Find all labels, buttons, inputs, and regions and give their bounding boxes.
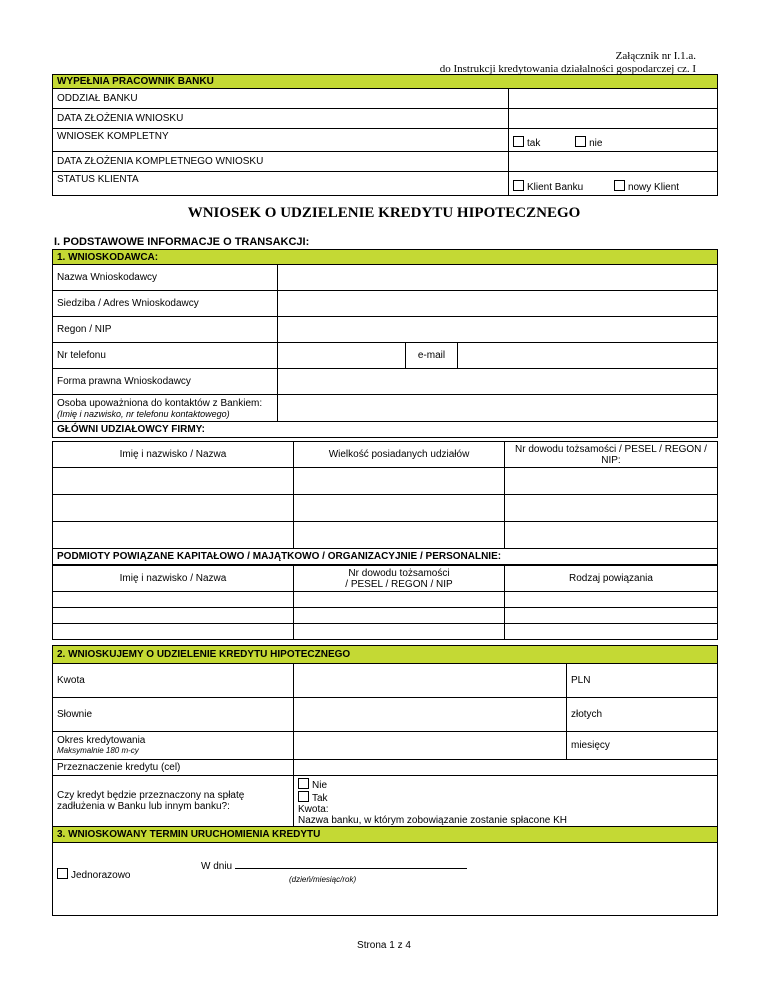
refinance-yes[interactable]: Tak (298, 791, 713, 804)
rel-col-name: Imię i nazwisko / Nazwa (53, 566, 294, 592)
currency-label: PLN (567, 664, 718, 698)
phone-label: Nr telefonu (53, 343, 278, 369)
date-line[interactable] (235, 868, 467, 869)
applicant-table (52, 249, 718, 438)
checkbox-icon (57, 868, 68, 879)
sh-cell[interactable] (53, 495, 294, 522)
submission-date-field[interactable] (509, 109, 718, 129)
amount-label: Kwota (53, 664, 294, 698)
refinance-question: Czy kredyt będzie przeznaczony na spłatę zadłużenia w Banku lub innym banku?: (53, 776, 294, 827)
rel-cell[interactable] (505, 592, 718, 608)
legal-form-label: Forma prawna Wnioskodawcy (53, 369, 278, 395)
sh-col-shares: Wielkość posiadanych udziałów (294, 442, 505, 468)
term-note: Maksymalnie 180 m-cy (57, 745, 139, 755)
complete-date-field[interactable] (509, 152, 718, 172)
applicant-address-field[interactable] (278, 291, 718, 317)
rel-col-id: Nr dowodu tożsamości / PESEL / REGON / NIP (294, 566, 505, 592)
rel-cell[interactable] (505, 608, 718, 624)
rel-cell[interactable] (294, 624, 505, 640)
annex-line-1: Załącznik nr I.1.a. (615, 50, 696, 62)
term-field[interactable] (294, 732, 567, 760)
sh-cell[interactable] (505, 495, 718, 522)
sh-cell[interactable] (53, 468, 294, 495)
complete-options (509, 129, 718, 152)
applicant-name-field[interactable] (278, 265, 718, 291)
refinance-amount: Kwota: (298, 804, 329, 815)
date-hint: (dzień/miesiąc/rok) (289, 875, 357, 884)
client-status-label: STATUS KLIENTA (53, 172, 509, 196)
bank-box (52, 74, 718, 196)
rel-cell[interactable] (294, 592, 505, 608)
amount-field[interactable] (294, 664, 567, 698)
sh-cell[interactable] (294, 522, 505, 549)
refinance-no[interactable]: Nie (298, 778, 713, 791)
checkbox-icon (614, 180, 625, 191)
term-label: Okres kredytowania Maksymalnie 180 m-cy (53, 732, 294, 760)
applicant-address-label: Siedziba / Adres Wnioskodawcy (53, 291, 278, 317)
page-number: Strona 1 z 4 (357, 940, 411, 951)
contact-person-label: Osoba upoważniona do kontaktów z Bankiem: (Imię i nazwisko, nr telefonu kontaktowego) (53, 395, 278, 422)
words-unit: złotych (567, 698, 718, 732)
page-title: WNIOSEK O UDZIELENIE KREDYTU HIPOTECZNEGO (187, 205, 581, 221)
branch-label: ODDZIAŁ BANKU (53, 89, 509, 109)
term-unit: miesięcy (567, 732, 718, 760)
bank-box-title: WYPEŁNIA PRACOWNIK BANKU (53, 75, 718, 89)
one-time-option[interactable]: Jednorazowo (57, 868, 130, 881)
contact-person-note: (Imię i nazwisko, nr telefonu kontaktowego) (57, 408, 230, 419)
rel-cell[interactable] (505, 624, 718, 640)
regon-field[interactable] (278, 317, 718, 343)
related-title: PODMIOTY POWIĄZANE KAPITAŁOWO / MAJĄTKOWO / ORGANIZACYJNIE / PERSONALNIE: (53, 549, 718, 565)
on-day-label: W dniu (201, 861, 467, 872)
section-2-header: 2. WNIOSKUJEMY O UDZIELENIE KREDYTU HIPOTECZNEGO (53, 646, 718, 664)
applicant-header: 1. WNIOSKODAWCA: (53, 250, 718, 265)
loan-table (52, 645, 718, 916)
contact-person-field[interactable] (278, 395, 718, 422)
section-1-title: I. PODSTAWOWE INFORMACJE O TRANSAKCJI: (54, 236, 310, 248)
applicant-name-label: Nazwa Wnioskodawcy (53, 265, 278, 291)
sh-cell[interactable] (505, 468, 718, 495)
sh-cell[interactable] (294, 468, 505, 495)
checkbox-icon (513, 180, 524, 191)
annex-line-2: do Instrukcji kredytowania działalności gospodarczej cz. I (439, 63, 696, 75)
client-bank-option[interactable]: Klient Banku (513, 182, 583, 193)
refinance-options (294, 776, 718, 827)
phone-field[interactable] (278, 343, 406, 369)
checkbox-icon (298, 778, 309, 789)
rel-cell[interactable] (53, 624, 294, 640)
email-field[interactable] (458, 343, 718, 369)
rel-col-type: Rodzaj powiązania (505, 566, 718, 592)
shareholders-title: GŁÓWNI UDZIAŁOWCY FIRMY: (53, 422, 718, 438)
email-label: e-mail (406, 343, 458, 369)
annex-note (440, 50, 696, 76)
sh-col-name: Imię i nazwisko / Nazwa (53, 442, 294, 468)
sh-cell[interactable] (53, 522, 294, 549)
rel-cell[interactable] (53, 592, 294, 608)
rel-cell[interactable] (294, 608, 505, 624)
words-label: Słownie (53, 698, 294, 732)
words-field[interactable] (294, 698, 567, 732)
legal-form-field[interactable] (278, 369, 718, 395)
checkbox-icon (298, 791, 309, 802)
complete-date-label: DATA ZŁOŻENIA KOMPLETNEGO WNIOSKU (53, 152, 509, 172)
client-status-options (509, 172, 718, 196)
launch-date-box (53, 843, 718, 916)
complete-yes[interactable]: tak (513, 138, 540, 149)
purpose-field[interactable] (294, 760, 718, 776)
client-new-option[interactable]: nowy Klient (614, 182, 679, 193)
complete-no[interactable]: nie (575, 138, 602, 149)
complete-label: WNIOSEK KOMPLETNY (53, 129, 509, 152)
shareholders-table (52, 441, 718, 565)
purpose-label: Przeznaczenie kredytu (cel) (53, 760, 294, 776)
sh-col-id: Nr dowodu tożsamości / PESEL / REGON / NIP: (505, 442, 718, 468)
sh-cell[interactable] (294, 495, 505, 522)
rel-cell[interactable] (53, 608, 294, 624)
regon-label: Regon / NIP (53, 317, 278, 343)
submission-date-label: DATA ZŁOŻENIA WNIOSKU (53, 109, 509, 129)
related-table (52, 565, 718, 640)
refinance-bank: Nazwa banku, w którym zobowiązanie zostanie spłacone KH (298, 815, 568, 826)
branch-field[interactable] (509, 89, 718, 109)
section-3-header: 3. WNIOSKOWANY TERMIN URUCHOMIENIA KREDYTU (53, 827, 718, 843)
checkbox-icon (575, 136, 586, 147)
checkbox-icon (513, 136, 524, 147)
sh-cell[interactable] (505, 522, 718, 549)
